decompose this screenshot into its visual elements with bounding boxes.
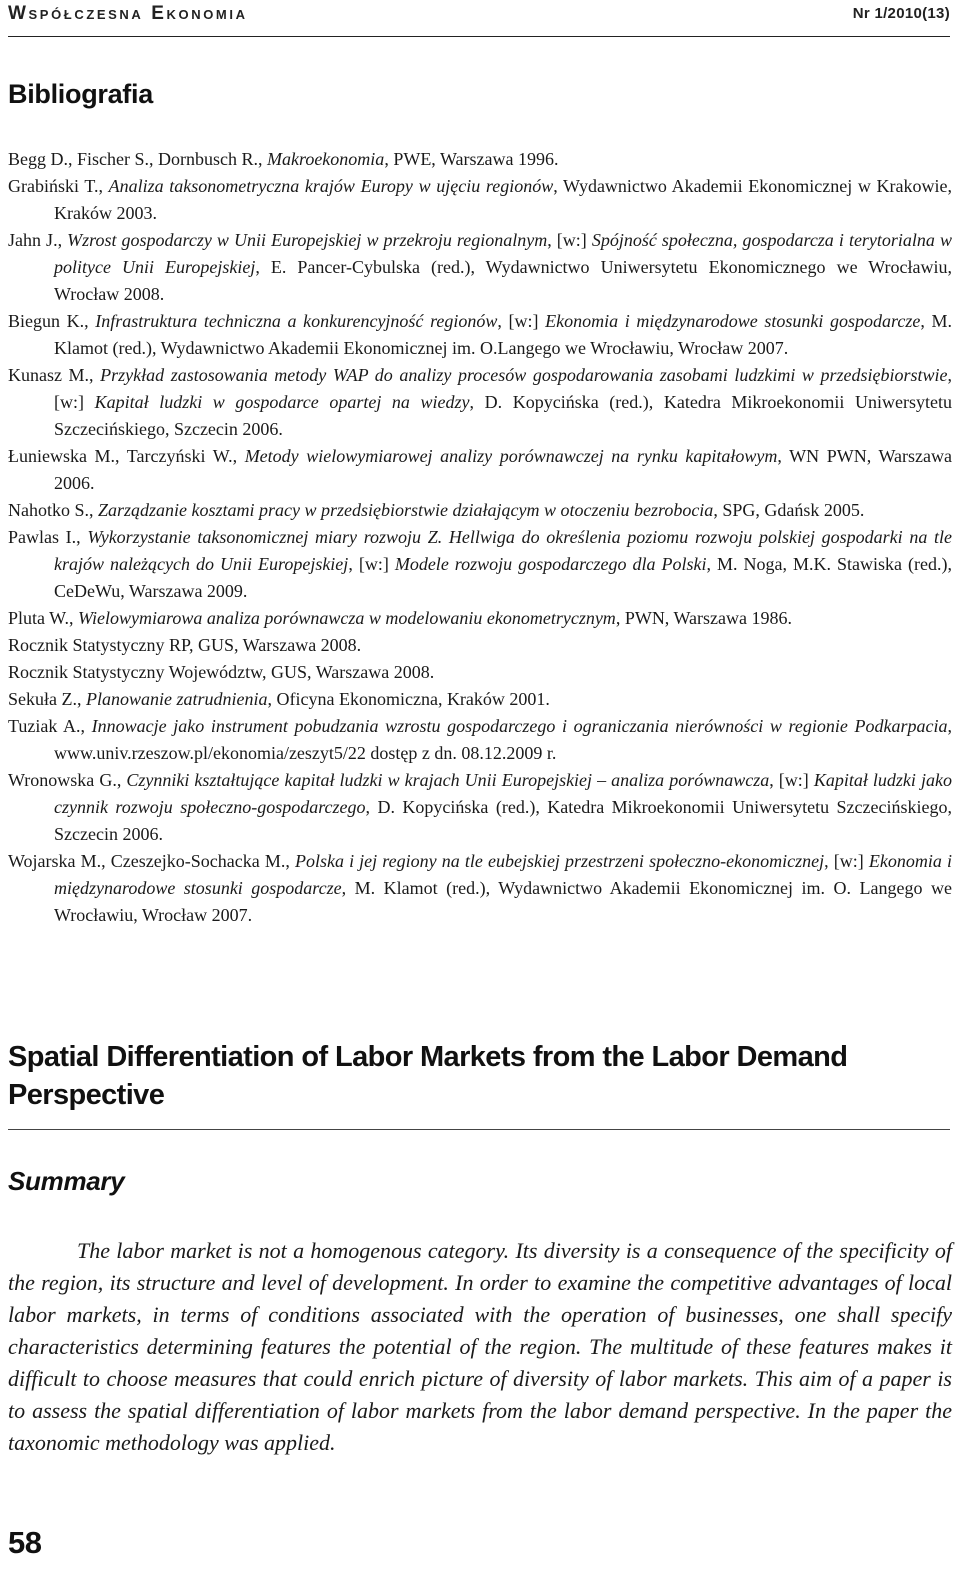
reference-text: Tuziak A., bbox=[8, 716, 92, 736]
reference-text: , M. Noga, M.K. Stawiska (red.), CeDeWu, Warszawa 2009. bbox=[54, 554, 953, 601]
reference-text: , M. Klamot (red.), Wydawnictwo Akademii Ekonomicznej im. O. Langego we Wrocławiu, Wrocław 2007. bbox=[54, 878, 952, 925]
reference-title: Analiza taksonometryczna krajów Europy w ujęciu regionów bbox=[108, 176, 554, 196]
reference-text: Łuniewska M., Tarczyński W., bbox=[8, 446, 245, 466]
reference-title: Ekonomia i międzynarodowe stosunki gospodarcze bbox=[54, 851, 952, 898]
reference-text: Pawlas I., bbox=[8, 527, 88, 547]
reference-text: Nahotko S., bbox=[8, 500, 98, 520]
reference-entry bbox=[8, 632, 952, 659]
reference-title: Kapitał ludzki jako czynnik rozwoju społeczno-gospodarczego bbox=[54, 770, 952, 817]
english-paper-title: Spatial Differentiation of Labor Markets from the Labor Demand Perspective bbox=[8, 1041, 848, 1111]
reference-title: Zarządzanie kosztami pracy w przedsiębiorstwie działającym w otoczeniu bezrobocia bbox=[98, 500, 714, 520]
reference-entry bbox=[8, 308, 952, 362]
reference-text: Begg D., Fischer S., Dornbusch R., bbox=[8, 149, 267, 169]
reference-title: Wielowymiarowa analiza porównawcza w modelowaniu ekonometrycznym bbox=[78, 608, 616, 628]
bibliography-list bbox=[8, 146, 952, 929]
issue-number: Nr 1/2010(13) bbox=[852, 5, 950, 22]
reference-text: , D. Kopycińska (red.), Katedra Mikroekonomii Uniwersytetu Szczecińskiego, Szczecin 2006. bbox=[54, 797, 952, 844]
reference-title: Modele rozwoju gospodarczego dla Polski bbox=[394, 554, 707, 574]
reference-title: Przykład zastosowania metody WAP do analizy procesów gospodarowania zasobami ludzkimi w przedsiębiorstwie bbox=[100, 365, 948, 385]
reference-entry bbox=[8, 605, 952, 632]
reference-entry bbox=[8, 524, 952, 605]
reference-title: Czynniki kształtujące kapitał ludzki w krajach Unii Europejskiej – analiza porównawcza bbox=[126, 770, 770, 790]
reference-entry bbox=[8, 848, 952, 929]
reference-text: , [w:] bbox=[348, 554, 395, 574]
reference-text: , SPG, Gdańsk 2005. bbox=[713, 500, 865, 520]
title-divider bbox=[8, 1129, 950, 1130]
reference-title: Wzrost gospodarczy w Unii Europejskiej w przekroju regionalnym bbox=[67, 230, 548, 250]
summary-text: The labor market is not a homogenous category. Its diversity is a consequence of the specificity of the region, its structure and level of development. In order to examine the competitive advantages of local labor markets, in terms of conditions associated with the operation of businesses, one shall specify characteristics determining features the potential of the region. The multitude of these features makes it difficult to choose measures that could enrich picture of diversity of labor markets. This aim of a paper is to assess the spatial differentiation of labor markets from the labor demand perspective. In the paper the taxonomic methodology was applied. bbox=[8, 1238, 952, 1455]
reference-text: , PWN, Warszawa 1986. bbox=[615, 608, 792, 628]
bibliography-heading: Bibliografia bbox=[8, 79, 153, 109]
reference-text: , E. Pancer-Cybulska (red.), Wydawnictwo Uniwersytetu Ekonomicznego we Wrocławiu, Wrocław 2008. bbox=[54, 257, 952, 304]
reference-title: Makroekonomia bbox=[267, 149, 385, 169]
reference-entry bbox=[8, 713, 952, 767]
reference-entry bbox=[8, 173, 952, 227]
journal-name: Współczesna Ekonomia bbox=[8, 3, 248, 24]
reference-entry bbox=[8, 227, 952, 308]
reference-text: Rocznik Statystyczny Województw, GUS, Warszawa 2008. bbox=[8, 662, 435, 682]
reference-text: Sekuła Z., bbox=[8, 689, 86, 709]
reference-title: Spójność społeczna, gospodarcza i terytorialna w polityce Unii Europejskiej bbox=[54, 230, 953, 277]
reference-text: Biegun K., bbox=[8, 311, 96, 331]
reference-entry bbox=[8, 497, 952, 524]
reference-entry bbox=[8, 767, 952, 848]
reference-title: Infrastruktura techniczna a konkurencyjność regionów bbox=[95, 311, 498, 331]
reference-text: , Oficyna Ekonomiczna, Kraków 2001. bbox=[267, 689, 550, 709]
reference-text: , WN PWN, Warszawa 2006. bbox=[54, 446, 952, 493]
reference-text: Wojarska M., Czeszejko-Sochacka M., bbox=[8, 851, 295, 871]
reference-text: , www.univ.rzeszow.pl/ekonomia/zeszyt5/22 dostęp z dn. 08.12.2009 r. bbox=[54, 716, 952, 763]
reference-entry bbox=[8, 146, 952, 173]
reference-text: Wronowska G., bbox=[8, 770, 127, 790]
reference-title: Metody wielowymiarowej analizy porównawczej na rynku kapitałowym bbox=[244, 446, 778, 466]
reference-entry bbox=[8, 659, 952, 686]
reference-entry bbox=[8, 362, 952, 443]
reference-text: Rocznik Statystyczny RP, GUS, Warszawa 2008. bbox=[8, 635, 362, 655]
reference-text: Jahn J., bbox=[8, 230, 68, 250]
running-header bbox=[8, 0, 950, 37]
reference-text: , PWE, Warszawa 1996. bbox=[384, 149, 559, 169]
reference-title: Kapitał ludzki w gospodarce opartej na wiedzy bbox=[94, 392, 470, 412]
reference-text: Grabiński T., bbox=[8, 176, 109, 196]
summary-heading: Summary bbox=[8, 1166, 125, 1196]
page-number: 58 bbox=[8, 1525, 42, 1560]
reference-text: , M. Klamot (red.), Wydawnictwo Akademii Ekonomicznej im. O.Langego we Wrocławiu, Wrocław 2007. bbox=[54, 311, 952, 358]
reference-title: Wykorzystanie taksonomicznej miary rozwoju Z. Hellwiga do określenia poziomu rozwoju polskiej gospodarki na tle krajów należących do Unii Europejskiej bbox=[54, 527, 952, 574]
reference-text: , [w:] bbox=[497, 311, 546, 331]
reference-title: Planowanie zatrudnienia bbox=[86, 689, 268, 709]
reference-text: , [w:] bbox=[54, 365, 952, 412]
reference-entry bbox=[8, 686, 952, 713]
reference-text: , Wydawnictwo Akademii Ekonomicznej w Krakowie, Kraków 2003. bbox=[54, 176, 952, 223]
reference-title: Polska i jej regiony na tle eubejskiej przestrzeni społeczno-ekonomicznej bbox=[294, 851, 825, 871]
reference-text: , [w:] bbox=[769, 770, 814, 790]
reference-text: , [w:] bbox=[824, 851, 869, 871]
reference-text: , [w:] bbox=[547, 230, 592, 250]
reference-title: Innowacje jako instrument pobudzania wzrostu gospodarczego i ograniczania nierówności w regionie Podkarpacia bbox=[91, 716, 948, 736]
reference-text: Kunasz M., bbox=[8, 365, 101, 385]
reference-title: Ekonomia i międzynarodowe stosunki gospodarcze bbox=[545, 311, 921, 331]
reference-entry bbox=[8, 443, 952, 497]
reference-text: , D. Kopycińska (red.), Katedra Mikroekonomii Uniwersytetu Szczecińskiego, Szczecin 2006. bbox=[54, 392, 952, 439]
reference-text: Pluta W., bbox=[8, 608, 79, 628]
